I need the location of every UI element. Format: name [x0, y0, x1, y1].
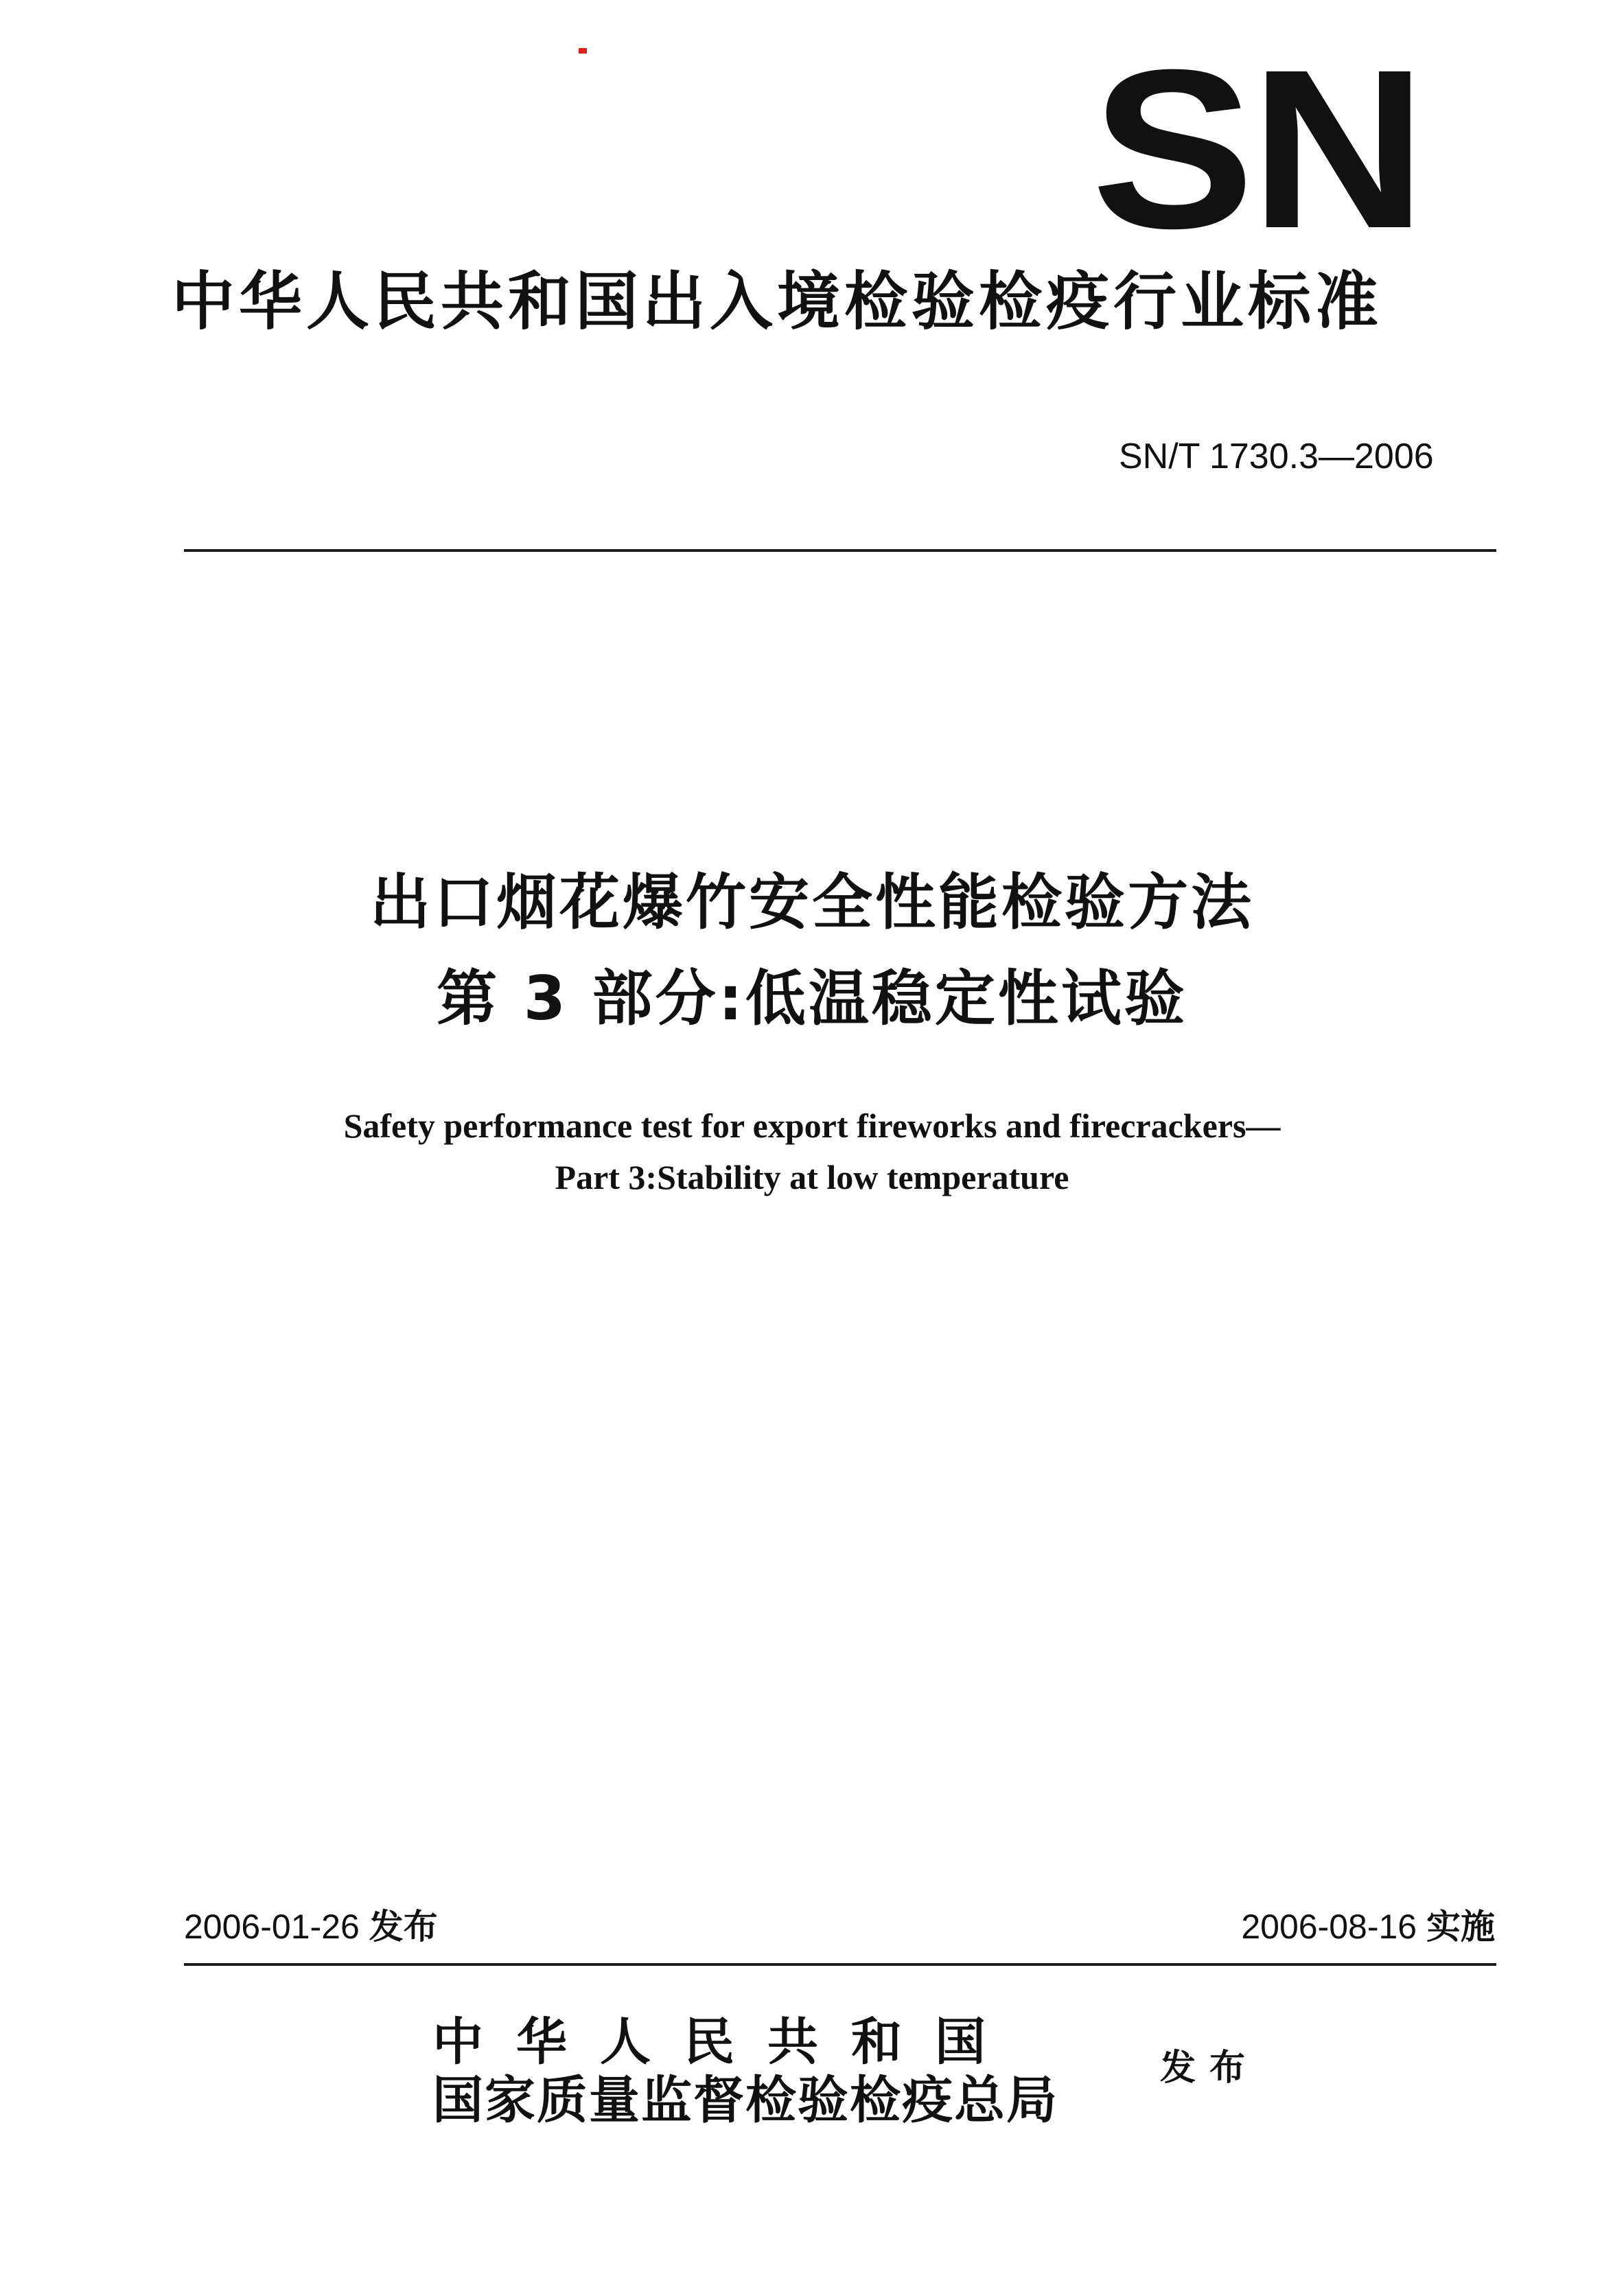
issue-label: 发布: [369, 1907, 438, 1947]
english-title-line-2: Part 3:Stability at low temperature: [555, 1158, 1069, 1196]
issuer-line-2: 国家质量监督检验检疫总局: [432, 2071, 1058, 2130]
red-mark-dot: [579, 48, 587, 54]
organization-title: 中华人民共和国出入境检验检疫行业标准: [172, 265, 1383, 338]
issue-date: 2006-01-26: [184, 1907, 360, 1946]
implement-label: 实施: [1426, 1907, 1495, 1947]
implement-date: 2006-08-16: [1241, 1907, 1417, 1946]
english-title-line-1: Safety performance test for export fireworks and firecrackers—: [343, 1106, 1281, 1145]
issuer-action: 发布: [1160, 2048, 1260, 2089]
sn-logo: SN: [1091, 22, 1423, 275]
issue-date-block: [184, 1903, 438, 1951]
implement-date-block: [1241, 1903, 1495, 1951]
chinese-title-line-1: 出口烟花爆竹安全性能检验方法: [369, 867, 1254, 938]
issuer-line-1: 中华人民共和国: [432, 2013, 1019, 2072]
chinese-title-line-2: 第 3 部分:低温稳定性试验: [437, 963, 1187, 1034]
top-divider: [184, 549, 1496, 552]
standard-code: SN/T 1730.3—2006: [1119, 437, 1434, 476]
bottom-divider: [184, 1963, 1496, 1966]
